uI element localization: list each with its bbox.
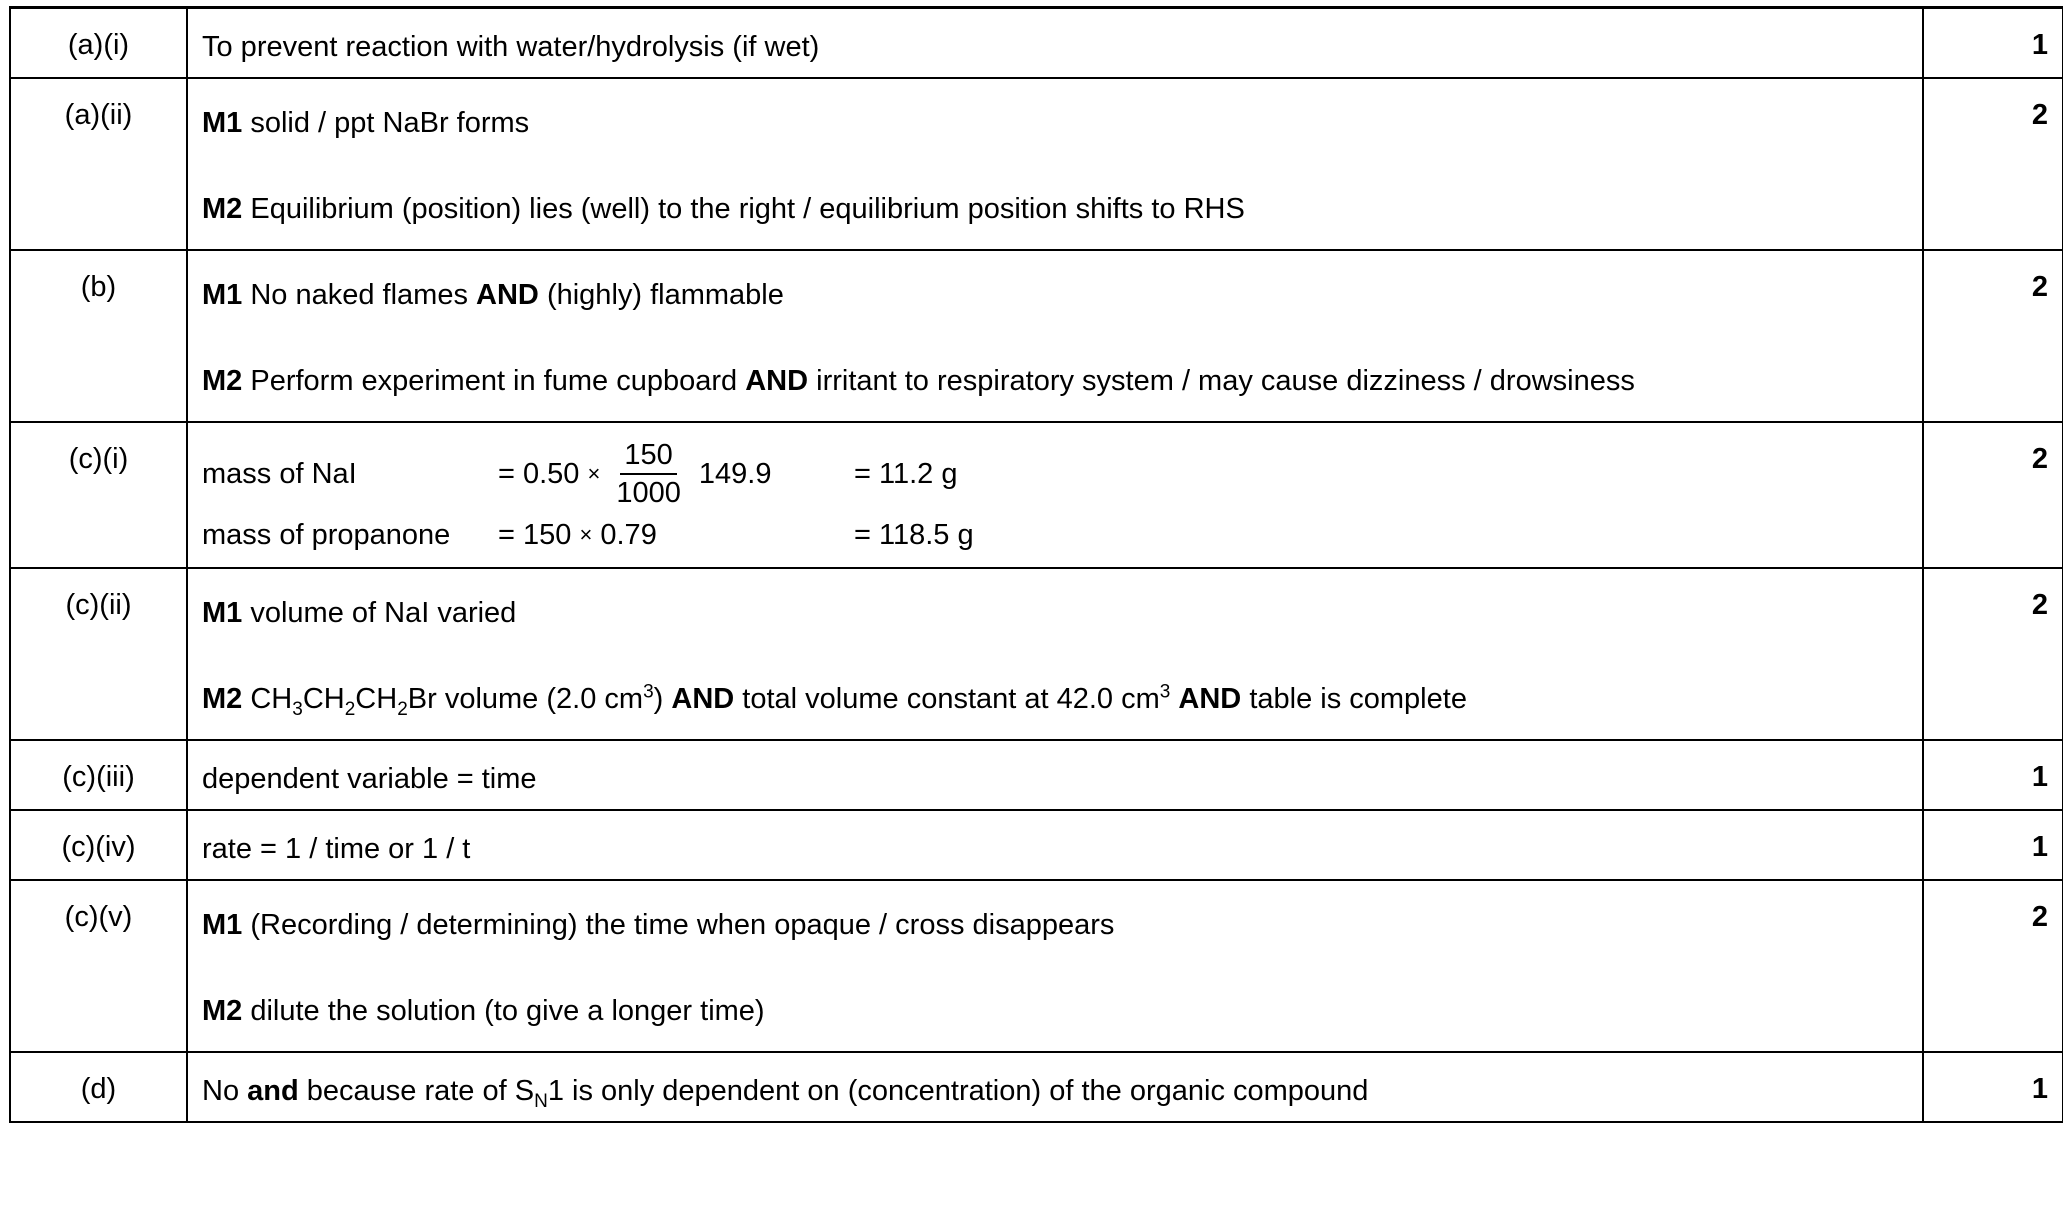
mark-value: 2 [2031, 271, 2048, 303]
table-row [10, 880, 2063, 1052]
mark-scheme-table [9, 6, 2063, 1123]
question-number: (c)(i) [68, 443, 129, 475]
mark-value: 2 [2031, 99, 2048, 131]
answer-m2: M2 dilute the solution (to give a longer time) [202, 995, 765, 1027]
question-number: (c)(v) [64, 901, 133, 933]
question-number: (c)(ii) [65, 589, 132, 621]
question-number: (d) [80, 1073, 117, 1105]
question-number: (c)(iii) [62, 761, 135, 793]
answer-text: No and because rate of $S_N1$ is only dependent on (concentration) of the organic compound [202, 1075, 1369, 1112]
mark-value: 1 [2031, 831, 2048, 863]
mark-value: 1 [2031, 29, 2048, 61]
table-row [10, 422, 2063, 568]
mark-value: 2 [2031, 589, 2048, 621]
mark-value: 2 [2031, 443, 2048, 475]
answer-text: rate = 1 / time or 1 / t [202, 833, 471, 865]
answer-text: To prevent reaction with water/hydrolysis (if wet) [202, 31, 820, 63]
table-row [10, 1052, 2063, 1122]
answer-m1: M1 No naked flames AND (highly) flammable [202, 279, 784, 311]
answer-m2: M2 Perform experiment in fume cupboard AND irritant to respiratory system / may cause dizziness / drowsiness [202, 365, 1635, 397]
calculation-line-propanone: mass of propanone = 150 × 0.79 = 118.5 g [202, 518, 974, 551]
table-row [10, 8, 2063, 79]
answer-text: dependent variable = time [202, 763, 537, 795]
question-number: (a)(ii) [64, 99, 133, 131]
table-row [10, 740, 2063, 810]
answer-m1: M1 solid / ppt NaBr forms [202, 107, 530, 139]
answer-m2: M2 $CH_3CH_2CH_2Br$ volume (2.0 $cm^3$) AND total volume constant at 42.0 $cm^3$ AND table is complete [202, 681, 1467, 720]
table-row [10, 250, 2063, 422]
table-row [10, 78, 2063, 250]
question-number: (c)(iv) [61, 831, 136, 863]
mark-value: 1 [2031, 761, 2048, 793]
mark-value: 1 [2031, 1073, 2048, 1105]
table-row [10, 810, 2063, 880]
mark-value: 2 [2031, 901, 2048, 933]
question-number: (b) [80, 271, 117, 303]
calculation-line-nai: mass of NaI = 0.50 × $\frac{150}{1000}$ 149.9 = 11.2 g [202, 439, 958, 509]
answer-m2: M2 Equilibrium (position) lies (well) to the right / equilibrium position shifts to RHS [202, 193, 1245, 225]
question-number: (a)(i) [67, 29, 130, 61]
fraction: $\frac{150}{1000}$ [616, 439, 681, 509]
table-row [10, 568, 2063, 740]
answer-m1: M1 volume of NaI varied [202, 597, 517, 629]
answer-m1: M1 (Recording / determining) the time when opaque / cross disappears [202, 909, 1115, 941]
